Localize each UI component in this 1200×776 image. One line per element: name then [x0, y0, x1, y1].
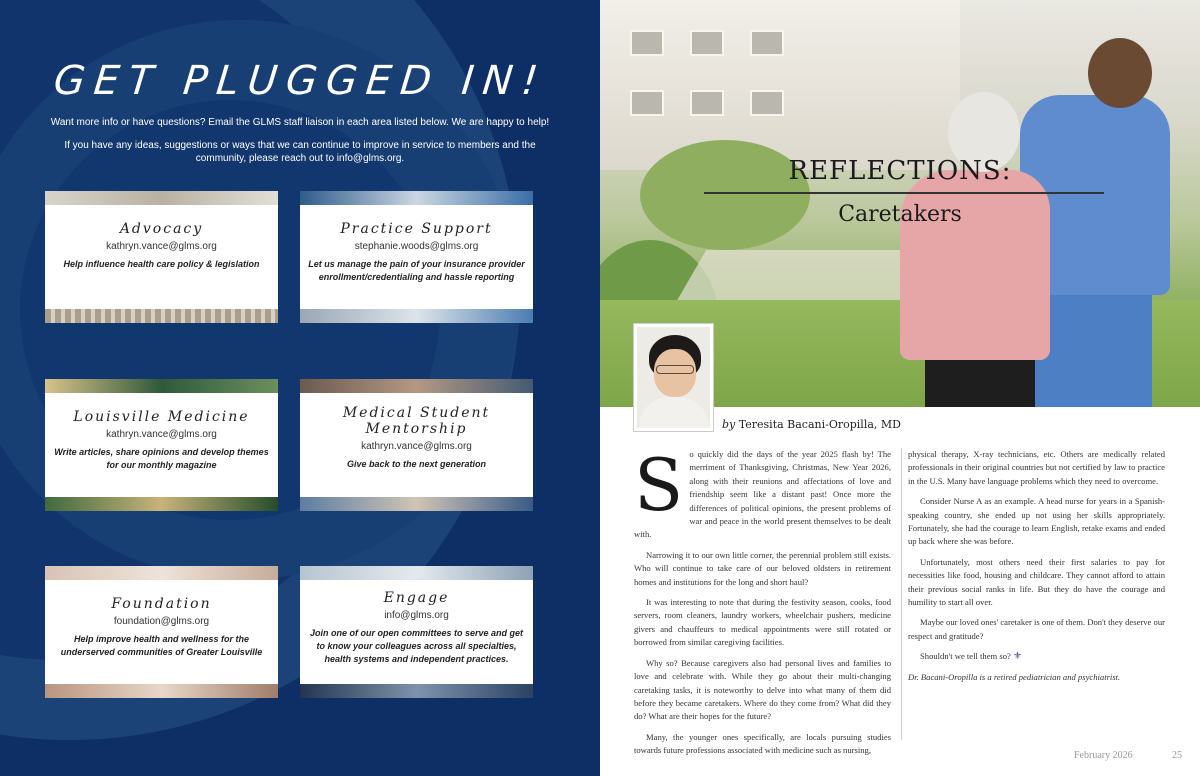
card-description: Help influence health care policy & legislation — [63, 259, 260, 269]
article-heading — [600, 156, 1200, 227]
card-email-link[interactable]: kathryn.vance@glms.org — [106, 429, 217, 440]
author-name: Teresita Bacani-Oropilla, MD — [738, 418, 901, 431]
card-email-link[interactable]: foundation@glms.org — [113, 616, 210, 627]
card-photo — [45, 309, 278, 323]
card-title: Engage — [383, 590, 450, 606]
nurse-figure — [1032, 290, 1152, 407]
intro-text: Want more info or have questions? Email the GLMS staff liaison in each area listed below. We are happy to help! — [50, 117, 550, 128]
card-photo — [45, 684, 278, 698]
card-photo — [300, 309, 533, 323]
footer-issue: February 2026 — [1074, 750, 1133, 761]
card-title: Advocacy — [119, 221, 204, 237]
card-photo — [300, 497, 533, 511]
card-title: Practice Support — [340, 221, 493, 237]
building-window — [630, 90, 664, 116]
card-photo — [45, 379, 278, 393]
paragraph: Consider Nurse A as an example. A head nurse for years in a Spanish-speaking country, she ended up not using her skills appropriately. Fortunately, she had the courage to learn English, retake exams and ended up back where she was before. — [908, 496, 1165, 547]
column-divider — [901, 448, 902, 740]
building-window — [750, 90, 784, 116]
byline-prefix: by — [722, 418, 736, 431]
card-photo — [300, 684, 533, 698]
card-description: Write articles, share opinions and develop themes for our monthly magazine — [54, 447, 269, 470]
page-number: 25 — [1172, 750, 1182, 761]
card-description: Join one of our open committees to serve and get to know your colleagues across all specialties, health systems and independent practices. — [309, 628, 524, 664]
card-practice-support — [300, 191, 533, 323]
building-window — [750, 30, 784, 56]
card-email-link[interactable]: kathryn.vance@glms.org — [361, 441, 472, 452]
right-page — [600, 0, 1200, 776]
card-foundation — [45, 566, 278, 698]
left-header — [0, 58, 600, 165]
author-bio: Dr. Bacani-Oropilla is a retired pediatrician and psychiatrist. — [908, 671, 1121, 682]
paragraph: Narrowing it to our own little corner, the perennial problem still exists. Who will continue to take care of our beloved oldsters in retirement homes and institutions for the long and short haul? — [634, 549, 891, 587]
paragraph: Many, the younger ones specifically, are locals pursuing studies towards future professions associated with medicine such as nursing, — [634, 731, 891, 756]
card-email-link[interactable]: stephanie.woods@glms.org — [354, 241, 479, 252]
card-photo — [300, 566, 533, 580]
paragraph: Shouldn't we tell them so? — [920, 651, 1011, 662]
drop-cap: S — [634, 443, 684, 527]
card-photo — [300, 191, 533, 205]
card-description: Give back to the next generation — [346, 459, 487, 469]
paragraph: physical therapy, X-ray technicians, etc. Others are medically related professionals in their original countries but not certified by law to practice in the U.S. Many have language problems which they need to overcome. — [908, 449, 1165, 486]
article-title: REFLECTIONS: — [788, 156, 1012, 186]
author-portrait — [634, 324, 713, 431]
article-column-1 — [634, 443, 891, 765]
page-title: GET PLUGGED IN! — [51, 58, 549, 104]
elder-figure — [925, 355, 1035, 407]
article-column-2 — [908, 448, 1165, 691]
paragraph: Why so? Because caregivers also had personal lives and families to love and celebrate with. While they go about their multi-changing caretaking tasks, it is noteworthy to delve into what many of them did before they became caretakers. Where do they come from? What did they do? What are their hopes for the future? — [634, 657, 891, 722]
paragraph: Unfortunately, most others need their first salaries to pay for necessities like food, housing and childcare. They cannot afford to attain their previous social ranks in life. But they do have the courage and humility to start all over. — [908, 556, 1165, 608]
paragraph: It was interesting to note that during the festivity season, cooks, food servers, room cleaners, laundry workers, wheelchair pushers, medicine givers and chauffeurs to medical appointments were still rotated or borrowed from similar caregiving facilities. — [634, 597, 891, 648]
card-description: Help improve health and wellness for the underserved communities of Greater Louisville — [60, 634, 263, 657]
building-window — [690, 30, 724, 56]
ideas-text: If you have any ideas, suggestions or ways that we can continue to improve in service to members and the community, please reach out to info@glms.org. — [64, 140, 536, 164]
building-window — [630, 30, 664, 56]
card-engage — [300, 566, 533, 698]
card-photo — [45, 566, 278, 580]
nurse-figure — [1088, 38, 1152, 108]
article-subtitle: Caretakers — [838, 202, 962, 227]
fleur-de-lis-icon: ⚜ — [1012, 651, 1022, 663]
card-email-link[interactable]: info@glms.org — [384, 610, 449, 621]
card-title: Louisville Medicine — [73, 409, 250, 425]
card-title: Medical Student Mentorship — [342, 405, 491, 437]
paragraph: Maybe our loved ones' caretaker is one of them. Don't they deserve our respect and gratitude? — [908, 617, 1165, 641]
card-title: Foundation — [111, 596, 212, 612]
card-description: Let us manage the pain of your insurance provider enrollment/credentialing and hassle reporting — [308, 259, 525, 282]
background-building — [600, 0, 960, 170]
card-email-link[interactable]: kathryn.vance@glms.org — [106, 241, 217, 252]
byline — [722, 418, 901, 431]
card-louisville-medicine — [45, 379, 278, 511]
card-medical-student-mentorship — [300, 379, 533, 511]
paragraph: o quickly did the days of the year 2025 flash by! The merriment of Thanksgiving, Christmas, New Year 2026, along with their reunions and affectations of love and friendship seem like a distant past! Once more the differences of political opinions, the present problems of war and peace in the world present themselves to be dealt with. — [634, 449, 891, 540]
card-photo — [45, 191, 278, 205]
card-photo — [45, 497, 278, 511]
building-window — [690, 90, 724, 116]
card-photo — [300, 379, 533, 393]
title-rule — [704, 192, 1104, 194]
card-advocacy — [45, 191, 278, 323]
